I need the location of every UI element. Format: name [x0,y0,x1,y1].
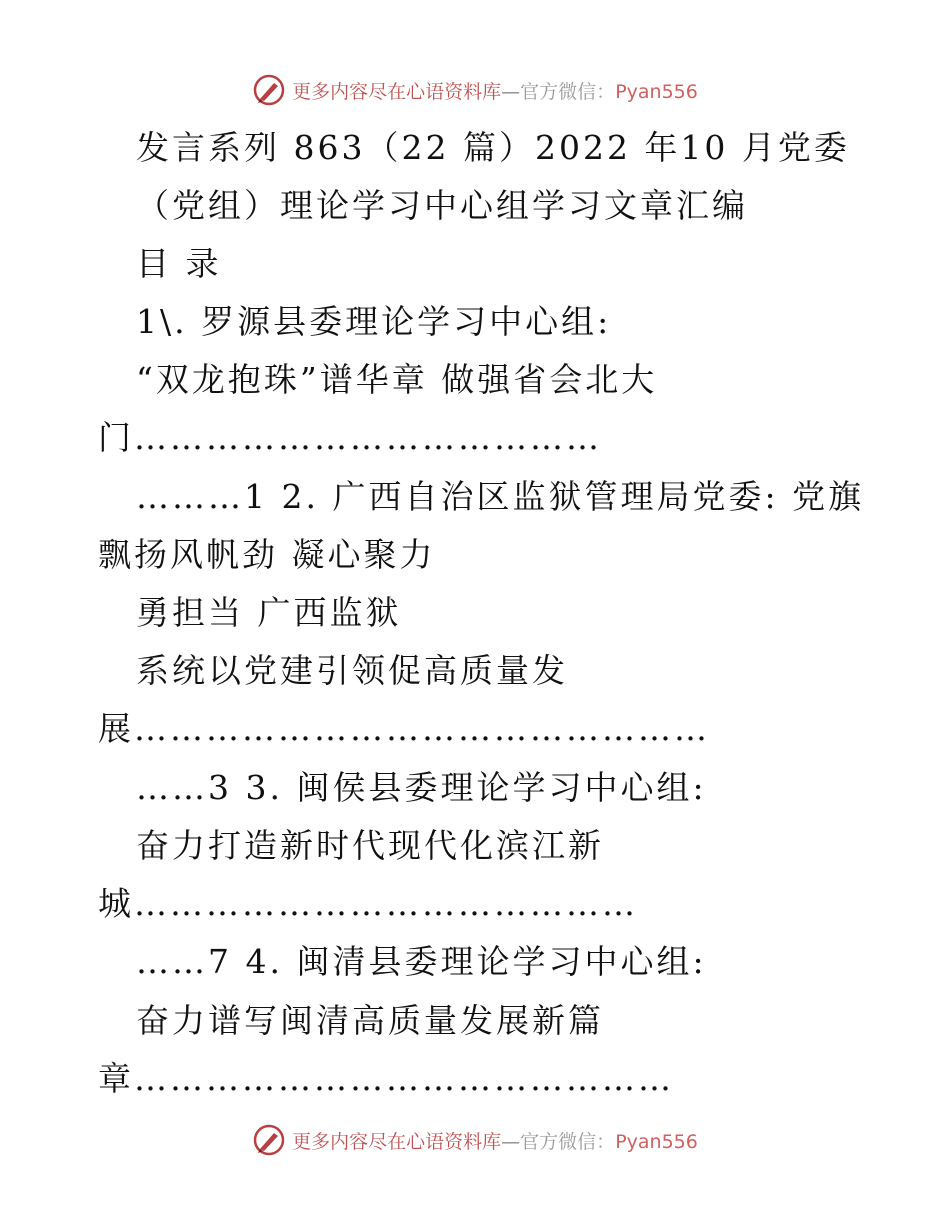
watermark-separator: — [501,1130,521,1153]
watermark-text [292,1127,698,1154]
doc-title-line-1: 发言系列 863（22 篇）2022 年10 月党委 [136,128,850,167]
toc-line: 门………………………………… [98,418,602,457]
watermark-wechat-id: Pyan556 [615,1130,698,1153]
watermark-main: 更多内容尽在心语资料库 [292,1130,502,1153]
toc-line: 奋力谱写闽清高质量发展新篇 [136,1001,604,1040]
toc-line: 奋力打造新时代现代化滨江新 [136,826,604,865]
toc-line: “双龙抱珠”谱华章 做强省会北大 [136,360,658,399]
pen-logo-icon [252,1123,286,1157]
toc-line: 系统以党建引领促高质量发 [136,651,568,690]
doc-title-line-2: （党组）理论学习中心组学习文章汇编 [136,186,748,225]
watermark-header [0,70,950,110]
toc-line: 展………………………………………… [98,709,710,748]
toc-line: 飘扬风帆劲 凝心聚力 [98,535,436,574]
watermark-footer [0,1120,950,1160]
watermark-wechat-id: Pyan556 [615,80,698,103]
watermark-separator: — [501,80,521,103]
toc-line: ………1 2. 广西自治区监狱管理局党委: 党旗 [136,477,865,516]
pen-logo-icon [252,73,286,107]
toc-line: ……3 3. 闽侯县委理论学习中心组: [136,768,707,807]
toc-heading: 目 录 [136,244,222,283]
watermark-wechat-label: 官方微信： [520,1130,616,1153]
watermark-main: 更多内容尽在心语资料库 [292,80,502,103]
toc-line: ……7 4. 闽清县委理论学习中心组: [136,942,707,981]
toc-line: 章……………………………………… [98,1059,674,1098]
watermark-wechat-label: 官方微信： [520,80,616,103]
toc-line: 城…………………………………… [98,884,638,923]
toc-line: 勇担当 广西监狱 [136,593,402,632]
toc-line: 1\. 罗源县委理论学习中心组: [136,302,612,341]
watermark-text [292,77,698,104]
